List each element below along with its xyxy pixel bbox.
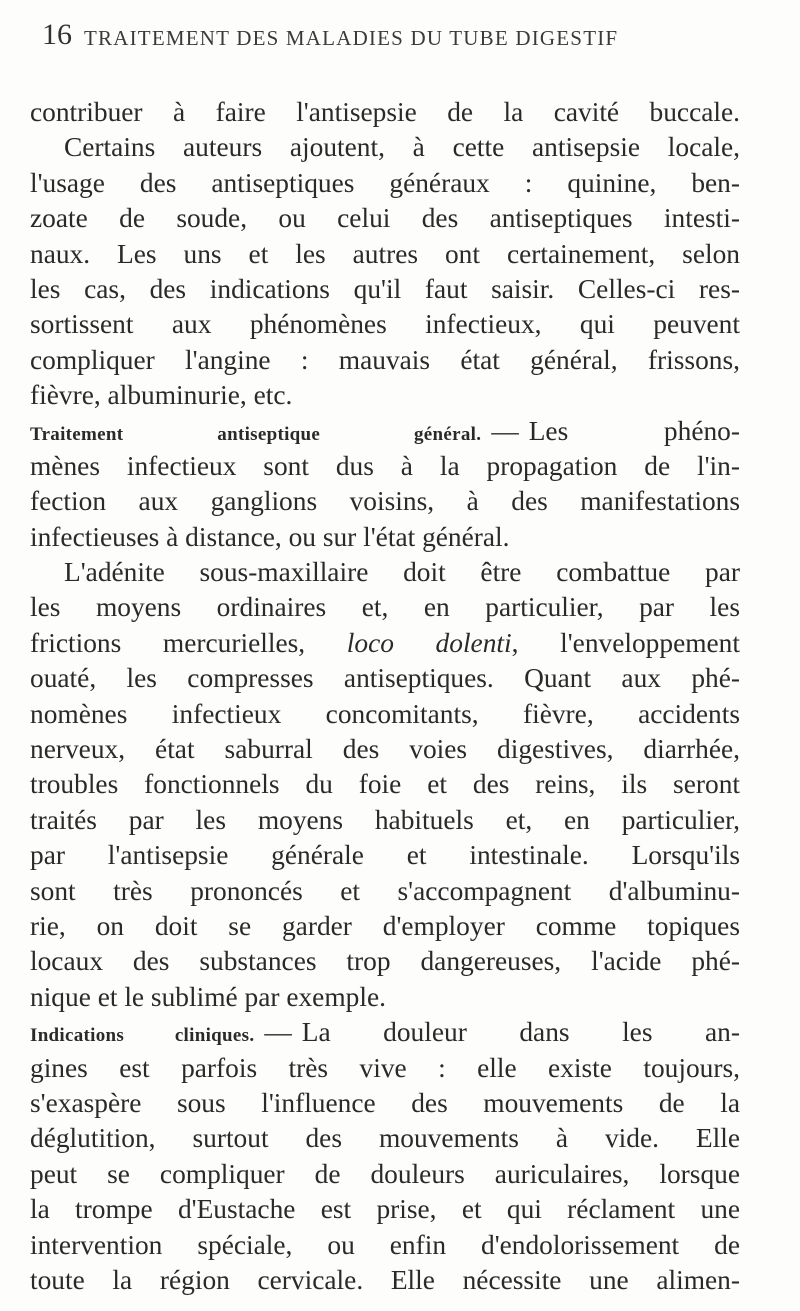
text-run: peut se compliquer de douleurs auriculaires, lorsque xyxy=(30,1158,740,1189)
text-line xyxy=(30,874,740,909)
text-line xyxy=(30,343,740,378)
text-line xyxy=(30,732,740,767)
text-line xyxy=(30,980,740,1015)
text-line xyxy=(30,626,740,661)
section-heading-line xyxy=(30,414,740,449)
text-line xyxy=(30,1157,740,1192)
text-line xyxy=(30,449,740,484)
em-dash: — xyxy=(264,1017,292,1048)
text-run: les moyens ordinaires et, en particulier, par les xyxy=(30,592,740,623)
text-run: locaux des substances trop dangereuses, l'acide phé- xyxy=(30,946,740,977)
text-line xyxy=(30,1086,740,1121)
text-run: fièvre, albuminurie, etc. xyxy=(30,380,293,411)
text-line xyxy=(30,378,740,413)
italic-term: loco dolenti xyxy=(346,627,512,658)
section-heading: Indications cliniques. xyxy=(30,1025,255,1047)
text-line xyxy=(30,95,740,130)
text-run: Les phéno- xyxy=(528,415,740,446)
page-number: 16 xyxy=(42,18,72,51)
text-run: fection aux ganglions voisins, à des manifestations xyxy=(30,486,740,517)
text-run: sortissent aux phénomènes infectieux, qui peuvent xyxy=(30,309,740,340)
text-line xyxy=(30,484,740,519)
text-line xyxy=(30,944,740,979)
text-line xyxy=(30,661,740,696)
text-line xyxy=(30,1192,740,1227)
text-line xyxy=(30,1051,740,1086)
text-run: les cas, des indications qu'il faut saisir. Celles-ci res- xyxy=(30,273,740,304)
text-line xyxy=(30,166,740,201)
text-run: traités par les moyens habituels et, en particulier, xyxy=(30,804,740,835)
section-heading-line xyxy=(30,1015,740,1050)
text-run: infectieuses à distance, ou sur l'état général. xyxy=(30,521,510,552)
text-run: gines est parfois très vive : elle existe toujours, xyxy=(30,1052,740,1083)
text-line xyxy=(30,803,740,838)
text-line xyxy=(30,767,740,802)
section-heading: Traitement antiseptique général. xyxy=(30,423,482,445)
text-run: déglutition, surtout des mouvements à vide. Elle xyxy=(30,1123,740,1154)
text-run: par l'antisepsie générale et intestinale. Lorsqu'ils xyxy=(30,840,740,871)
text-run: nerveux, état saburral des voies digestives, diarrhée, xyxy=(30,734,740,765)
text-line xyxy=(30,555,740,590)
text-line xyxy=(30,1121,740,1156)
text-run: rie, on doit se garder d'employer comme topiques xyxy=(30,910,740,941)
text-run: nique et le sublimé par exemple. xyxy=(30,981,386,1012)
text-run: Certains auteurs ajoutent, à cette antisepsie locale, xyxy=(64,132,740,163)
text-line xyxy=(30,1263,740,1298)
text-line xyxy=(30,272,740,307)
text-line xyxy=(30,838,740,873)
text-line xyxy=(30,130,740,165)
running-head xyxy=(42,14,772,54)
text-run: naux. Les uns et les autres ont certainement, selon xyxy=(30,238,740,269)
text-line xyxy=(30,909,740,944)
text-run: , l'enveloppement xyxy=(511,627,740,658)
text-run: zoate de soude, ou celui des antiseptiques intesti- xyxy=(30,203,740,234)
text-line xyxy=(30,590,740,625)
text-run: sont très prononcés et s'accompagnent d'albuminu- xyxy=(30,875,740,906)
text-line xyxy=(30,697,740,732)
text-line xyxy=(30,520,740,555)
text-line xyxy=(30,307,740,342)
text-run: frictions mercurielles, xyxy=(30,627,347,658)
body-text xyxy=(30,95,740,1298)
text-line xyxy=(30,237,740,272)
text-run: s'exaspère sous l'influence des mouvements de la xyxy=(30,1087,740,1118)
text-run: nomènes infectieux concomitants, fièvre, accidents xyxy=(30,698,740,729)
running-title: TRAITEMENT DES MALADIES DU TUBE DIGESTIF xyxy=(84,26,619,50)
text-run: l'usage des antiseptiques généraux : quinine, ben- xyxy=(30,167,740,198)
text-run: mènes infectieux sont dus à la propagation de l'in- xyxy=(30,450,740,481)
text-line xyxy=(30,1228,740,1263)
text-run: ouaté, les compresses antiseptiques. Quant aux phé- xyxy=(30,663,740,694)
text-run: la trompe d'Eustache est prise, et qui réclament une xyxy=(30,1194,740,1225)
text-run: compliquer l'angine : mauvais état général, frissons, xyxy=(30,344,740,375)
text-run: toute la région cervicale. Elle nécessite une alimen- xyxy=(30,1264,740,1295)
text-line xyxy=(30,201,740,236)
text-run: contribuer à faire l'antisepsie de la cavité buccale. xyxy=(30,97,740,127)
text-run: intervention spéciale, ou enfin d'endolorissement de xyxy=(30,1229,740,1260)
text-run: L'adénite sous-maxillaire doit être combattue par xyxy=(64,557,740,588)
em-dash: — xyxy=(491,415,519,446)
text-run: troubles fonctionnels du foie et des reins, ils seront xyxy=(30,769,740,800)
text-run: La douleur dans les an- xyxy=(301,1017,740,1048)
